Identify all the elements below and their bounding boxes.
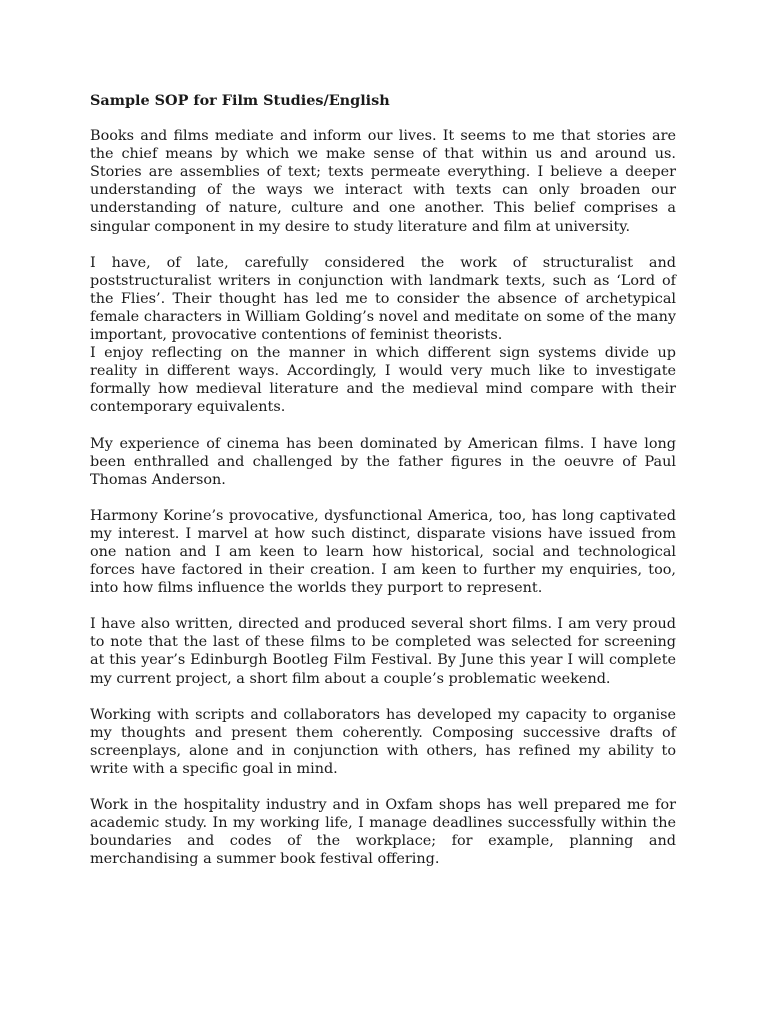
paragraph-scripts: Working with scripts and collaborators has developed my capacity to organise my thoughts and present them coherently. Composing successive drafts of screenplays, alone and in conjunction with others, has refined my ability to write with a specific goal in mind. xyxy=(90,706,676,777)
paragraph-cinema: My experience of cinema has been dominated by American films. I have long been enthralled and challenged by the father figures in the oeuvre of Paul Thomas Anderson. xyxy=(90,435,676,488)
paragraph-sign-systems: I enjoy reflecting on the manner in which different sign systems divide up reality in different ways. Accordingly, I would very much like to investigate formally how medieval literature and the medieval mind compare with their contemporary equivalents. xyxy=(90,345,676,416)
paragraph-work: Work in the hospitality industry and in Oxfam shops has well prepared me for academic study. In my working life, I manage deadlines successfully within the boundaries and codes of the workplace; for example, planning and merchandising a summer book festival offering. xyxy=(90,797,676,868)
document-title: Sample SOP for Film Studies/English xyxy=(90,92,390,109)
paragraph-short-films: I have also written, directed and produced several short films. I am very proud to note that the last of these films to be completed was selected for screening at this year’s Edinburgh Bootleg Film Festival. By June this year I will complete my current project, a short film about a couple’s problematic weekend. xyxy=(90,616,676,687)
document-page xyxy=(90,92,676,886)
paragraph-intro: Books and films mediate and inform our lives. It seems to me that stories are the chief means by which we make sense of that within us and around us. Stories are assemblies of text; texts permeate everything. I believe a deeper understanding of the ways we interact with texts can only broaden our understanding of nature, culture and one another. This belief comprises a singular component in my desire to study literature and film at university. xyxy=(90,128,676,235)
paragraph-korine: Harmony Korine’s provocative, dysfunctional America, too, has long captivated my interest. I marvel at how such distinct, disparate visions have issued from one nation and I am keen to learn how historical, social and technological forces have factored in their creation. I am keen to further my enquiries, too, into how films influence the worlds they purport to represent. xyxy=(90,507,676,597)
paragraph-structuralist: I have, of late, carefully considered the work of structuralist and poststructuralist writers in conjunction with landmark texts, such as ‘Lord of the Flies’. Their thought has led me to consider the absence of archetypical female characters in William Golding’s novel and meditate on some of the many important, provocative contentions of feminist theorists. xyxy=(90,254,676,344)
